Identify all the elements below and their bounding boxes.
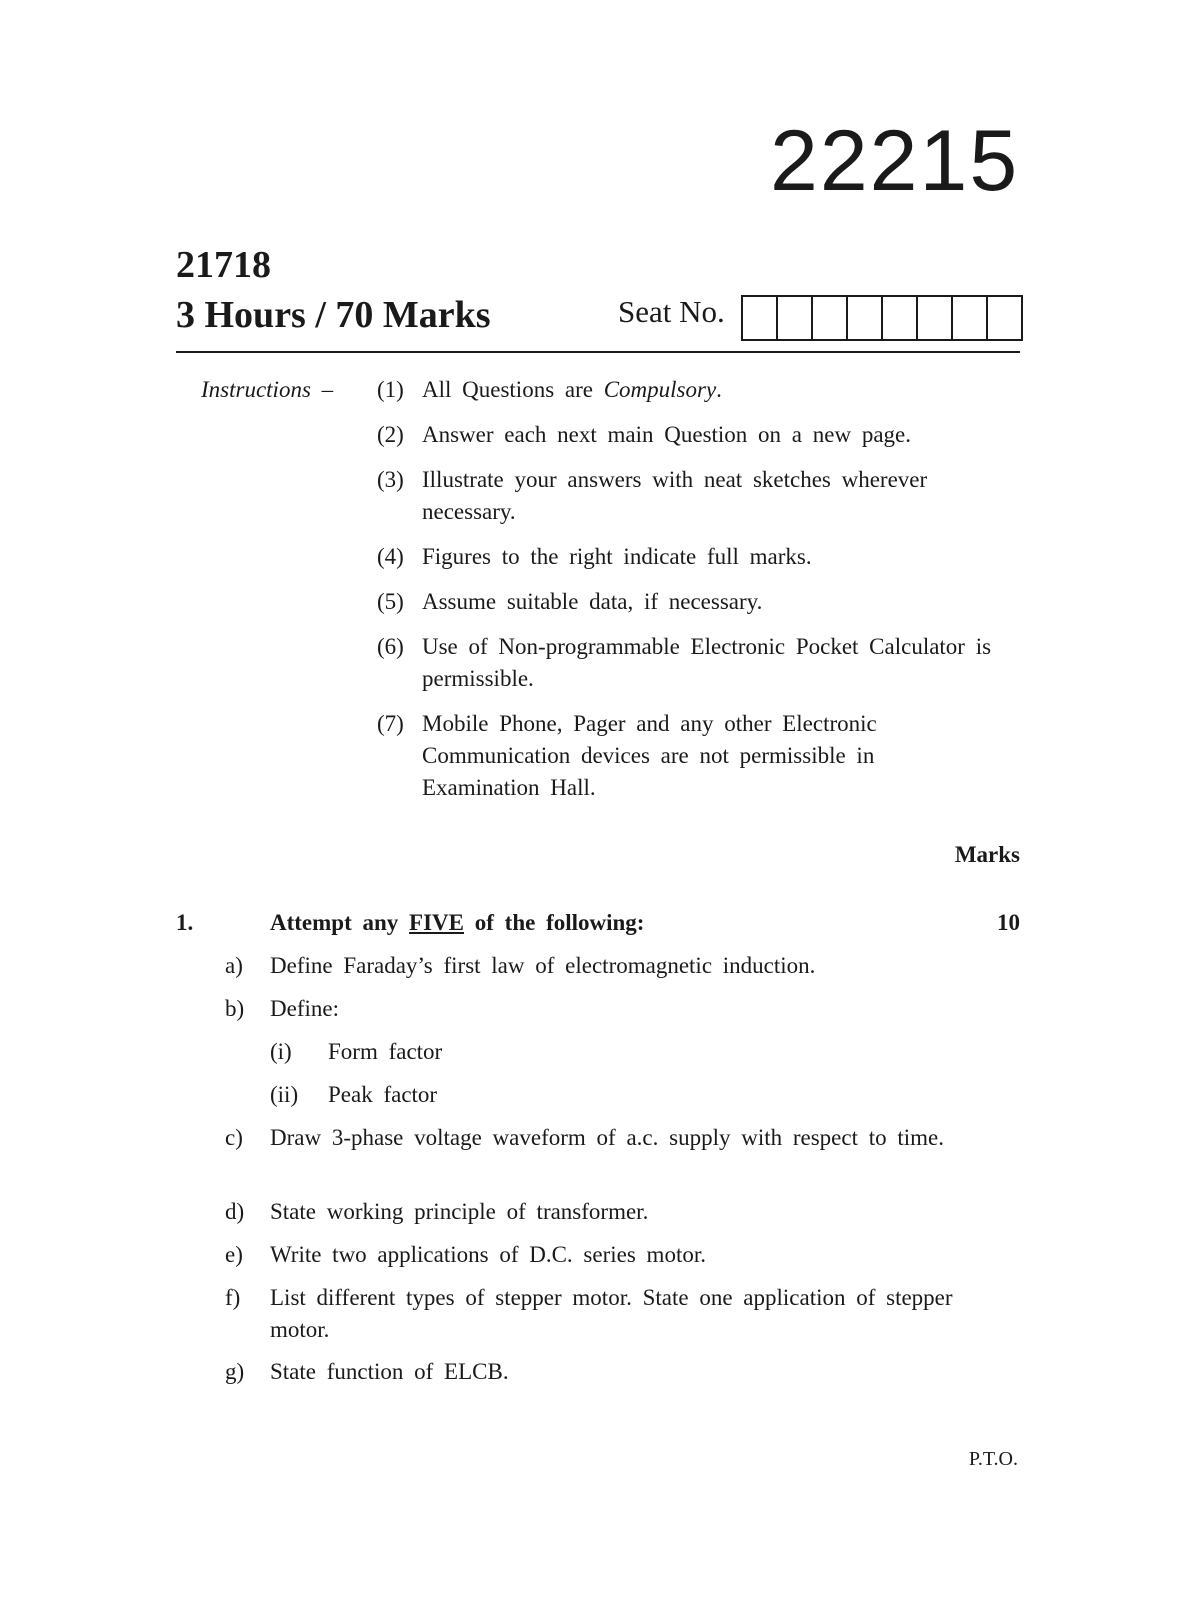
question-part-text: State working principle of transformer. bbox=[270, 1199, 649, 1224]
instruction-number: (7) bbox=[377, 711, 404, 736]
question-part-text: Define Faraday’s first law of electromagnetic induction. bbox=[270, 953, 816, 978]
seat-box bbox=[778, 297, 813, 339]
instruction-number: (1) bbox=[377, 377, 404, 402]
seat-box bbox=[848, 297, 883, 339]
seat-box bbox=[988, 297, 1021, 339]
instruction-text: Figures to the right indicate full marks. bbox=[422, 544, 812, 569]
question-part-label: f) bbox=[225, 1285, 241, 1310]
question-part-label: g) bbox=[225, 1359, 245, 1384]
instruction-text: Answer each next main Question on a new page. bbox=[422, 422, 911, 447]
instruction-number: (3) bbox=[377, 467, 404, 492]
seat-box bbox=[813, 297, 848, 339]
instruction-text: Mobile Phone, Pager and any other Electronic Communication devices are not permissible in Examination Hall. bbox=[422, 711, 877, 800]
seat-box bbox=[883, 297, 918, 339]
question-part-label: e) bbox=[225, 1242, 243, 1267]
instructions-label: Instructions – bbox=[201, 377, 334, 402]
instruction-text: All Questions are Compulsory. bbox=[422, 377, 722, 402]
subpart-text: Form factor bbox=[328, 1039, 443, 1064]
pto-footer: P.T.O. bbox=[968, 1448, 1018, 1470]
instruction-number: (4) bbox=[377, 544, 404, 569]
question-marks: 10 bbox=[997, 910, 1020, 935]
instruction-number: (5) bbox=[377, 589, 404, 614]
question-part-text: State function of ELCB. bbox=[270, 1359, 509, 1384]
paper-code: 22215 bbox=[770, 113, 1020, 209]
question-part-text: Define: bbox=[270, 996, 339, 1021]
marks-column-header: Marks bbox=[954, 842, 1020, 867]
question-part-label: c) bbox=[225, 1125, 243, 1150]
instruction-text: Illustrate your answers with neat sketches wherever necessary. bbox=[422, 467, 928, 524]
question-part-label: a) bbox=[225, 953, 243, 978]
seat-box bbox=[743, 297, 778, 339]
subpart-label: (ii) bbox=[270, 1082, 299, 1107]
instruction-text: Assume suitable data, if necessary. bbox=[422, 589, 763, 614]
instruction-number: (6) bbox=[377, 634, 404, 659]
exam-code: 21718 bbox=[176, 244, 271, 286]
question-part-label: d) bbox=[225, 1199, 245, 1224]
instruction-number: (2) bbox=[377, 422, 404, 447]
seat-number-label: Seat No. bbox=[618, 294, 725, 329]
subpart-label: (i) bbox=[270, 1039, 292, 1064]
seat-box bbox=[918, 297, 953, 339]
header-divider bbox=[176, 351, 1020, 353]
question-number: 1. bbox=[176, 910, 194, 935]
question-part-text: Write two applications of D.C. series motor. bbox=[270, 1242, 706, 1267]
seat-box bbox=[953, 297, 988, 339]
question-part-text: List different types of stepper motor. State one application of stepper motor. bbox=[270, 1285, 953, 1342]
subpart-text: Peak factor bbox=[328, 1082, 438, 1107]
question-part-text: Draw 3-phase voltage waveform of a.c. supply with respect to time. bbox=[270, 1125, 944, 1150]
question-part-label: b) bbox=[225, 996, 245, 1021]
duration-marks: 3 Hours / 70 Marks bbox=[176, 294, 491, 336]
question-title: Attempt any FIVE of the following: bbox=[270, 910, 645, 935]
seat-number-boxes bbox=[741, 295, 1023, 341]
instruction-text: Use of Non-programmable Electronic Pocket Calculator is permissible. bbox=[422, 634, 992, 691]
